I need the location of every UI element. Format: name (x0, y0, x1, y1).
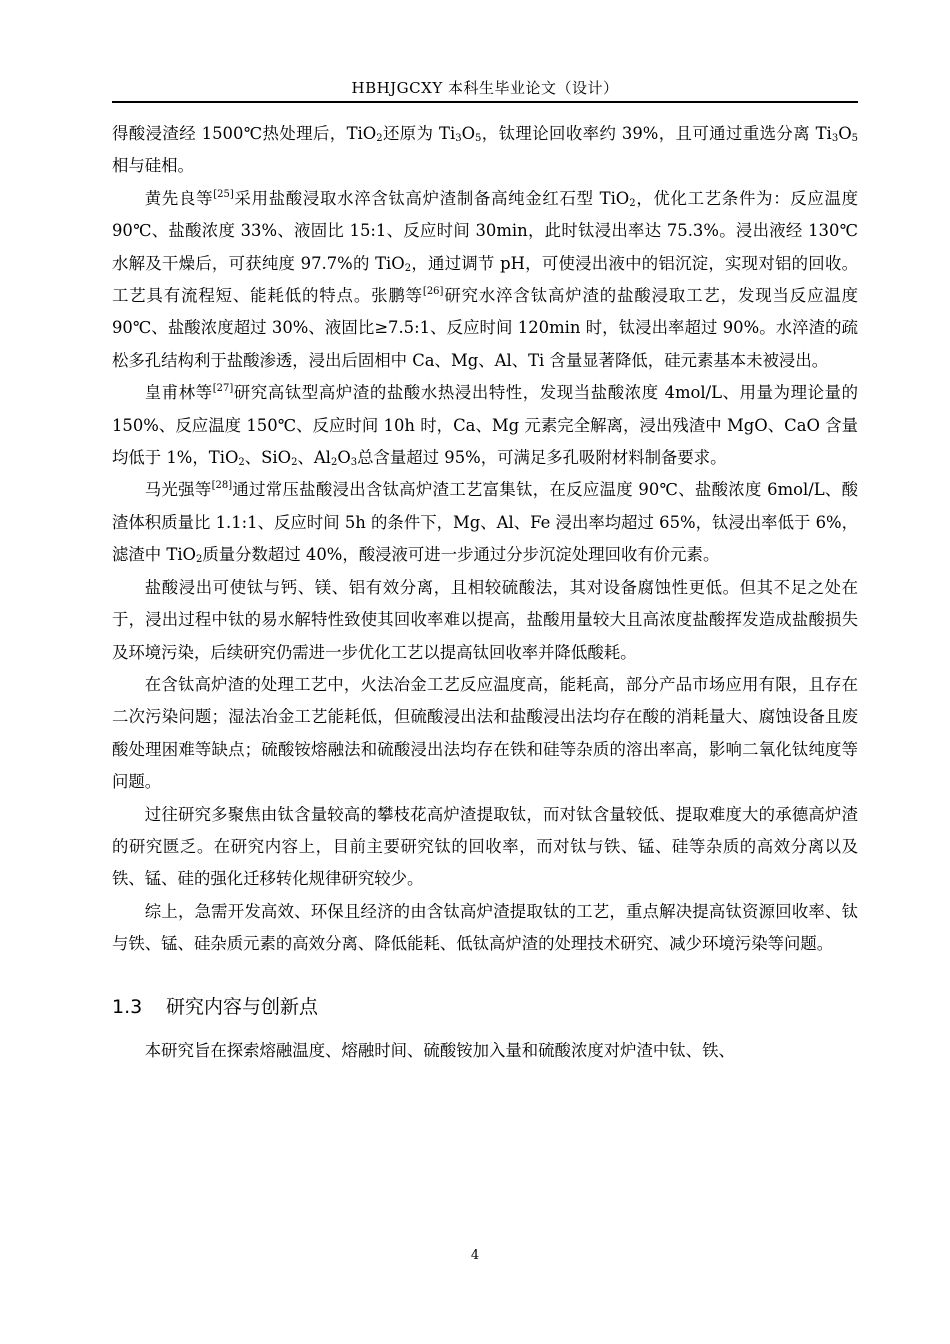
citation-ref: [25] (213, 188, 234, 200)
paragraph-research-gap: 过往研究多聚焦由钛含量较高的攀枝花高炉渣提取钛，而对钛含量较低、提取难度大的承德高炉渣的研究匮乏。在研究内容上，目前主要研究钛的回收率，而对钛与铁、锰、硅等杂质的高效分离以及铁、锰、硅的强化迁移转化规律研究较少。 (112, 804, 858, 889)
paragraph-ma: 马光强等[28]通过常压盐酸浸出含钛高炉渣工艺富集钛，在反应温度 90℃、盐酸浓度 6mol/L、酸渣体积质量比 1.1:1、反应时间 5h 的条件下，Mg、Al、Fe 浸出率均超过 65%，钛浸出率低于 6%，滤渣中 TiO$_2$质量分数超过 40%，酸浸液可进一步通过分步沉淀处理回收有价元素。 (112, 480, 859, 566)
paragraph-conclusion: 综上，急需开发高效、环保且经济的由含钛高炉渣提取钛的工艺，重点解决提高钛资源回收率、钛与铁、锰、硅杂质元素的高效分离、降低能耗、低钛高炉渣的处理技术研究、减少环境污染等问题。 (112, 901, 858, 954)
header-rule (112, 101, 858, 103)
paragraph-huangfu: 皇甫林等[27]研究高钛型高炉渣的盐酸水热浸出特性，发现当盐酸浓度 4mol/L、用量为理论量的 150%、反应温度 150℃、反应时间 10h 时，Ca、Mg 元素完全解离，浸出残渣中 MgO、CaO 含量均低于 1%，TiO$_2$、SiO$_2$、$Al_2O_3$总含量超过 95%，可满足多孔吸附材料制备要求。 (112, 383, 859, 469)
section-heading (112, 991, 858, 1023)
page-header: HBHJGCXY 本科生毕业论文（设计） (351, 79, 619, 97)
citation-ref: [26] (422, 286, 444, 298)
paragraph-huang: 黄先良等[25]采用盐酸浸取水淬含钛高炉渣制备高纯金红石型 TiO$_2$，优化工艺条件为：反应温度 90℃、盐酸浓度 33%、液固比 15:1、反应时间 30min，此时钛浸出率达 75.3%。浸出液经 130℃水解及干燥后，可获纯度 97.7%的 TiO$_2$，通过调节 pH，可使浸出液中的铝沉淀，实现对铝的回收。工艺具有流程短、能耗低的特点。张鹏等[26]研究水淬含钛高炉渣的盐酸浸取工艺，发现当反应温度 90℃、盐酸浓度超过 30%、液固比≥7.5:1、反应时间 120min 时，钛浸出率超过 90%。水淬渣的疏松多孔结构利于盐酸渗透，浸出后固相中 Ca、Mg、Al、Ti 含量显著降低，硅元素基本未被浸出。 (112, 188, 859, 370)
paragraph-research-aim: 本研究旨在探索熔融温度、熔融时间、硫酸铵加入量和硫酸浓度对炉渣中钛、铁、 (144, 1040, 735, 1060)
paragraph-continued: 得酸浸渣经 1500℃热处理后，TiO$_2$还原为 $Ti_3O_5$，钛理论回收率约 39%，且可通过重选分离 $Ti_3O_5$相与硅相。 (112, 124, 858, 176)
document-body (112, 118, 858, 1067)
page-number: 4 (470, 1248, 480, 1263)
section-number: 1.3 (112, 995, 143, 1018)
paragraph-process-comparison: 在含钛高炉渣的处理工艺中，火法冶金工艺反应温度高，能耗高，部分产品市场应用有限，且存在二次污染问题；湿法冶金工艺能耗低，但硫酸浸出法和盐酸浸出法均存在酸的消耗量大、腐蚀设备且废酸处理困难等缺点；硫酸铵熔融法和硫酸浸出法均存在铁和硅等杂质的溶出率高，影响二氧化钛纯度等问题。 (112, 674, 858, 792)
citation-ref: [28] (211, 480, 233, 492)
section-title: 研究内容与创新点 (166, 995, 319, 1018)
paragraph-hcl-summary: 盐酸浸出可使钛与钙、镁、铝有效分离，且相较硫酸法，其对设备腐蚀性更低。但其不足之处在于，浸出过程中钛的易水解特性致使其回收率难以提高，盐酸用量较大且高浓度盐酸挥发造成盐酸损失及环境污染，后续研究仍需进一步优化工艺以提高钛回收率并降低酸耗。 (112, 577, 858, 662)
citation-ref: [27] (212, 383, 234, 395)
